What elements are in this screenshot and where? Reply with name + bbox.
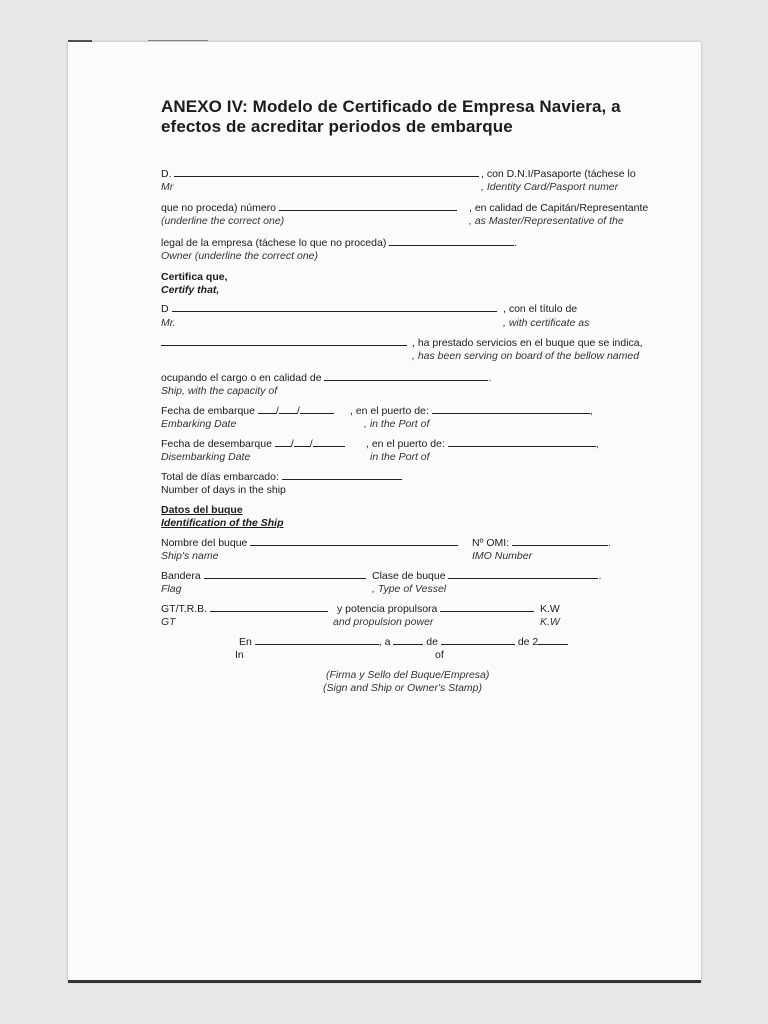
label-as-master: , as Master/Representative of the [469, 215, 624, 227]
vessel-type-line[interactable] [448, 570, 598, 579]
month-line[interactable] [441, 636, 515, 645]
gt-line[interactable] [210, 603, 328, 612]
disembark-day-line[interactable] [275, 438, 291, 447]
label-d: D. [161, 168, 479, 180]
label-disembarking-date: Disembarking Date [161, 451, 251, 463]
label-in: In [235, 649, 244, 661]
label-of: of [435, 649, 444, 661]
label-ships-name: Ship's name [161, 550, 219, 562]
label-type-vessel: , Type of Vessel [372, 583, 447, 595]
total-days-line[interactable] [282, 471, 402, 480]
label-imo-number: IMO Number [472, 550, 533, 562]
paper-edge-mark [148, 40, 208, 41]
label-number-days: Number of days in the ship [161, 484, 286, 496]
label-underline-correct: (underline the correct one) [161, 215, 285, 227]
embark-day-line[interactable] [258, 405, 276, 414]
label-ship-capacity: Ship, with the capacity of [161, 385, 278, 397]
label-sign: (Sign and Ship or Owner's Stamp) [323, 682, 482, 694]
label-en-puerto-de-2: , en el puerto de: , [366, 438, 599, 450]
label-d-2: D [161, 303, 497, 315]
disembark-month-line[interactable] [294, 438, 310, 447]
embark-year-line[interactable] [300, 405, 334, 414]
label-bandera: Bandera [161, 570, 366, 582]
year-line[interactable] [538, 636, 568, 645]
power-line[interactable] [440, 603, 534, 612]
label-propulsion: and propulsion power [333, 616, 434, 628]
label-identification-ship: Identification of the Ship [161, 517, 284, 529]
label-ha-prestado: , ha prestado servicios en el buque que se indica, [412, 337, 643, 349]
label-total-dias: Total de días embarcado: [161, 471, 402, 483]
disembark-port-line[interactable] [448, 438, 596, 447]
day-line[interactable] [393, 636, 423, 645]
label-nombre-buque: Nombre del buque [161, 537, 458, 549]
label-en-puerto-de: , en el puerto de: , [350, 405, 593, 417]
capacity-field-line[interactable] [324, 372, 488, 381]
certificate-field [161, 337, 407, 349]
label-datos-buque: Datos del buque [161, 504, 243, 516]
imo-number-line[interactable] [512, 537, 608, 546]
label-en: En , a de de 2 [239, 636, 568, 648]
ship-name-line[interactable] [250, 537, 458, 546]
label-gt: GT [161, 616, 176, 628]
label-potencia: y potencia propulsora [337, 603, 534, 615]
embark-month-line[interactable] [279, 405, 297, 414]
label-certify-that: Certify that, [161, 284, 220, 296]
label-firma: (Firma y Sello del Buque/Empresa) [326, 669, 490, 681]
label-flag: Flag [161, 583, 182, 595]
certificate-field-line[interactable] [161, 337, 407, 346]
label-con-titulo: , con el título de [503, 303, 578, 315]
label-con-dni: , con D.N.I/Pasaporte (táchese lo [481, 168, 636, 180]
name-field-line[interactable] [174, 168, 479, 177]
label-with-certificate: , with certificate as [503, 317, 590, 329]
label-n-omi: Nº OMI: . [472, 537, 611, 549]
label-certifica-que: Certifica que, [161, 271, 228, 283]
title-line-1: ANEXO IV: Modelo de Certificado de Empresa Naviera, a [161, 97, 621, 116]
label-in-the-port-of: , in the Port of [364, 418, 430, 430]
label-clase-buque: Clase de buque . [372, 570, 602, 582]
label-mr: Mr [161, 181, 174, 193]
label-embarking-date: Embarking Date [161, 418, 237, 430]
title-line-2: efectos de acreditar periodos de embarque [161, 117, 513, 136]
label-kw-1: K.W [540, 603, 560, 615]
label-identity-card: , Identity Card/Pasport numer [481, 181, 619, 193]
label-fecha-embarque: Fecha de embarque / / [161, 405, 334, 417]
label-fecha-desembarque: Fecha de desembarque / / [161, 438, 345, 450]
place-line[interactable] [255, 636, 379, 645]
label-in-the-port-of-2: in the Port of [370, 451, 430, 463]
company-field-line[interactable] [389, 237, 514, 246]
seafarer-name-field-line[interactable] [172, 303, 497, 312]
label-has-been-serving: , has been serving on board of the bellow named [412, 350, 640, 362]
label-mr-2: Mr. [161, 317, 176, 329]
paper-edge-bottom [68, 980, 701, 983]
id-number-field-line[interactable] [279, 202, 457, 211]
label-gt-trb: GT/T.R.B. [161, 603, 328, 615]
label-en-calidad: , en calidad de Capitán/Representante [469, 202, 649, 214]
label-que-no-proceda: que no proceda) número [161, 202, 457, 214]
label-owner-underline: Owner (underline the correct one) [161, 250, 318, 262]
label-ocupando-cargo: ocupando el cargo o en calidad de . [161, 372, 492, 384]
label-kw-2: K.W [540, 616, 560, 628]
disembark-year-line[interactable] [313, 438, 345, 447]
flag-line[interactable] [204, 570, 366, 579]
embark-port-line[interactable] [432, 405, 590, 414]
label-legal-empresa: legal de la empresa (táchese lo que no proceda) . [161, 237, 518, 249]
